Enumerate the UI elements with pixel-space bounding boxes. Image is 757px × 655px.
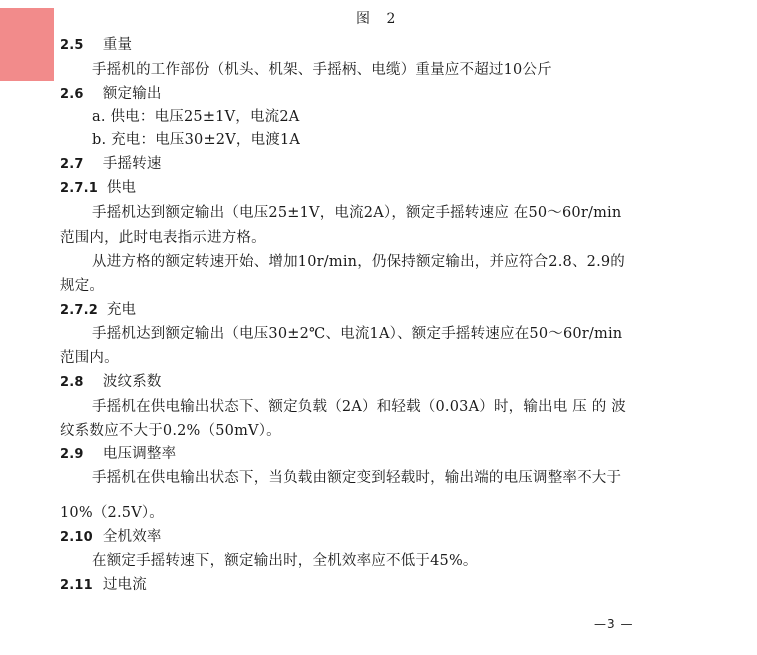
figure-title: 图 2 (356, 11, 402, 27)
section-title: 全机效率 (102, 529, 162, 545)
list-item: a. 供电：电压25±1V，电流2A (92, 109, 300, 125)
section-number: 2.8 (60, 375, 84, 390)
section-title: 波纹系数 (102, 374, 162, 390)
paragraph: 在额定手摇转速下，额定输出时，全机效率应不低于45%。 (92, 553, 478, 569)
paragraph: 手摇机在供电输出状态下，当负载由额定变到轻载时，输出端的电压调整率不大于 (92, 470, 622, 486)
section-heading-2-10 (60, 527, 162, 548)
section-number: 2.6 (60, 87, 84, 102)
section-title: 额定输出 (102, 86, 162, 102)
paragraph: 手摇机在供电输出状态下、额定负载（2A）和轻载（0.03A）时，输出电 压 的 波 (92, 399, 626, 415)
paragraph-continuation: 规定。 (60, 278, 105, 294)
paragraph-continuation: 10%（2.5V）。 (60, 505, 165, 521)
paragraph-continuation: 范围内，此时电表指示进方格。 (60, 230, 266, 246)
page-number: —3 — (594, 617, 634, 631)
corner-color-mark (0, 8, 54, 81)
section-number: 2.5 (60, 38, 84, 53)
section-number: 2.10 (60, 530, 93, 545)
section-number: 2.7.1 (60, 181, 99, 196)
paragraph: 手摇机达到额定输出（电压25±1V，电流2A），额定手摇转速应 在50～60r/min (92, 205, 622, 221)
section-heading-2-5 (60, 35, 132, 56)
section-title: 过电流 (102, 577, 147, 593)
section-number: 2.11 (60, 578, 93, 593)
paragraph-continuation: 纹系数应不大于0.2%（50mV）。 (60, 423, 281, 439)
section-number: 2.7.2 (60, 303, 99, 318)
section-heading-2-7 (60, 154, 162, 175)
section-heading-2-9 (60, 444, 176, 465)
section-title: 手摇转速 (102, 156, 162, 172)
section-heading-2-7-2 (60, 300, 136, 321)
section-title: 重量 (102, 37, 133, 53)
section-heading-2-7-1 (60, 178, 136, 199)
list-item: b. 充电：电压30±2V，电渡1A (92, 132, 301, 148)
paragraph: 手摇机的工作部份（机头、机架、手摇柄、电缆）重量应不超过10公斤 (92, 62, 552, 78)
section-heading-2-8 (60, 372, 162, 393)
section-title: 供电 (106, 180, 137, 196)
section-number: 2.9 (60, 447, 84, 462)
paragraph: 从进方格的额定转速开始、增加10r/min，仍保持额定输出，并应符合2.8、2.9的 (92, 254, 626, 270)
section-number: 2.7 (60, 157, 84, 172)
paragraph: 手摇机达到额定输出（电压30±2℃、电流1A）、额定手摇转速应在50～60r/min (92, 326, 623, 342)
section-heading-2-11 (60, 575, 147, 596)
section-title: 电压调整率 (102, 446, 177, 462)
section-heading-2-6 (60, 84, 162, 105)
section-title: 充电 (106, 302, 137, 318)
paragraph-continuation: 范围内。 (60, 350, 119, 366)
